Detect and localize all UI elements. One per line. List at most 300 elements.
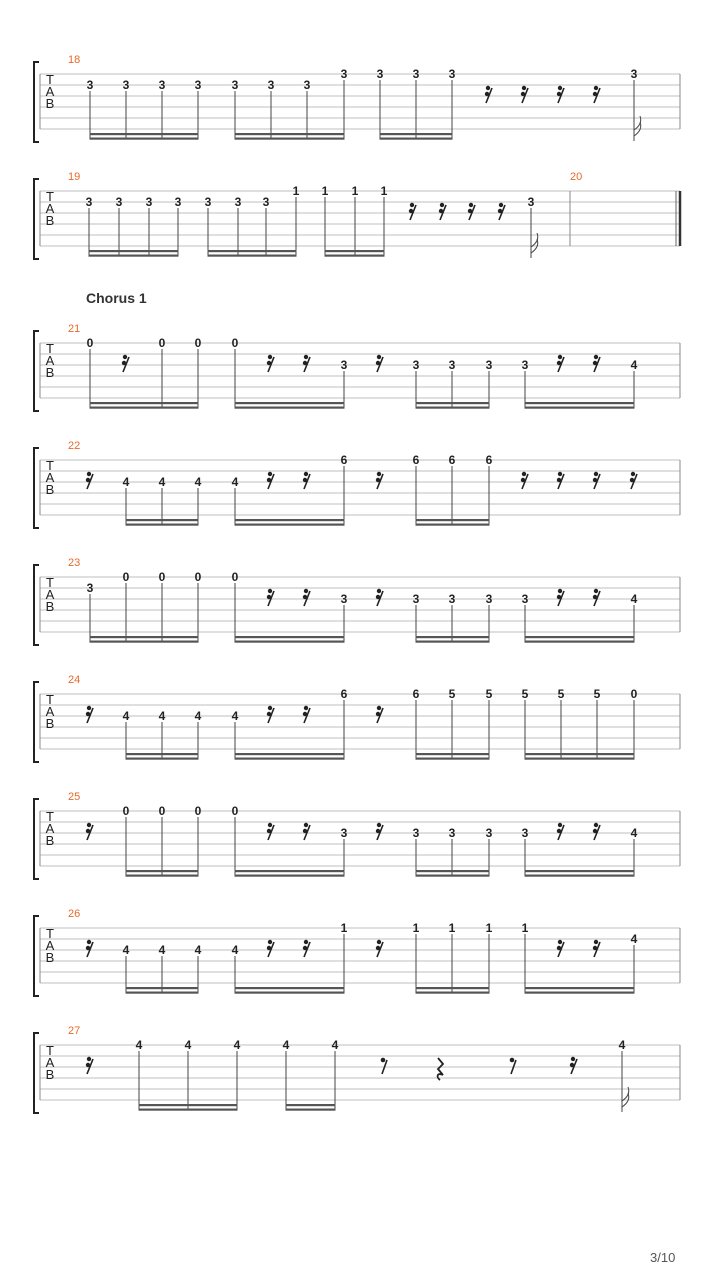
rest-flag bbox=[409, 209, 413, 213]
fret-number: 1 bbox=[448, 921, 456, 935]
beam bbox=[126, 758, 199, 760]
rest-flag bbox=[86, 478, 90, 482]
rest-flag bbox=[303, 361, 307, 365]
beam bbox=[525, 402, 635, 404]
fret-number: 4 bbox=[184, 1038, 192, 1052]
fret-number: 4 bbox=[233, 1038, 241, 1052]
beam bbox=[90, 133, 199, 135]
beam bbox=[235, 636, 345, 638]
fret-number: 4 bbox=[331, 1038, 339, 1052]
fret-number: 4 bbox=[231, 709, 239, 723]
tab-clef-letter: T bbox=[46, 341, 54, 356]
tab-clef-letter: T bbox=[46, 809, 54, 824]
rest-flag bbox=[522, 472, 526, 476]
rest-flag bbox=[377, 472, 381, 476]
beam bbox=[139, 1109, 238, 1111]
tab-clef-letter: B bbox=[45, 950, 55, 965]
beam bbox=[126, 524, 199, 526]
beam bbox=[208, 255, 297, 257]
tab-system bbox=[34, 440, 680, 528]
system-bracket bbox=[34, 448, 39, 528]
fret-number: 3 bbox=[194, 78, 202, 92]
fret-number: 6 bbox=[448, 453, 456, 467]
tab-clef-letter: A bbox=[45, 470, 55, 485]
rest-flag bbox=[376, 595, 380, 599]
fret-number: 1 bbox=[340, 921, 348, 935]
tab-system bbox=[34, 674, 680, 762]
rest-flag bbox=[86, 946, 90, 950]
fret-number: 3 bbox=[85, 195, 93, 209]
rest-flag bbox=[593, 829, 597, 833]
beam bbox=[90, 138, 199, 140]
fret-number: 3 bbox=[521, 592, 529, 606]
rest-flag bbox=[122, 361, 126, 365]
fret-number: 5 bbox=[521, 687, 529, 701]
fret-number: 3 bbox=[303, 78, 311, 92]
fret-number: 3 bbox=[234, 195, 242, 209]
rest-flag bbox=[303, 829, 307, 833]
beam bbox=[416, 870, 490, 872]
fret-number: 0 bbox=[158, 336, 166, 350]
fret-number: 6 bbox=[412, 687, 420, 701]
rest-flag bbox=[469, 203, 473, 207]
beam bbox=[235, 870, 345, 872]
rest-flag bbox=[303, 712, 307, 716]
fret-number: 3 bbox=[340, 826, 348, 840]
rest-flag bbox=[267, 946, 271, 950]
rest-flag bbox=[86, 1063, 90, 1067]
fret-number: 0 bbox=[231, 336, 239, 350]
rest-flag bbox=[267, 478, 271, 482]
beam bbox=[416, 753, 490, 755]
fret-number: 3 bbox=[448, 67, 456, 81]
rest-flag bbox=[376, 946, 380, 950]
fret-number: 3 bbox=[340, 592, 348, 606]
measure-number: 20 bbox=[570, 171, 583, 183]
beam bbox=[286, 1109, 336, 1111]
beam bbox=[416, 519, 490, 521]
beam bbox=[416, 992, 490, 994]
beam bbox=[380, 133, 453, 135]
rest-flag bbox=[376, 829, 380, 833]
rest-flag bbox=[377, 823, 381, 827]
tab-clef-letter: B bbox=[45, 716, 55, 731]
beam bbox=[90, 636, 199, 638]
system-bracket bbox=[34, 179, 39, 259]
fret-number: 3 bbox=[521, 826, 529, 840]
rest-flag bbox=[268, 940, 272, 944]
fret-number: 3 bbox=[262, 195, 270, 209]
measure-number: 24 bbox=[68, 674, 81, 686]
fret-number: 6 bbox=[485, 453, 493, 467]
fret-number: 3 bbox=[174, 195, 182, 209]
beam bbox=[416, 987, 490, 989]
tab-clef-letter: B bbox=[45, 833, 55, 848]
rest-flag bbox=[381, 1058, 386, 1063]
beam bbox=[325, 250, 385, 252]
beam bbox=[126, 753, 199, 755]
fret-number: 5 bbox=[448, 687, 456, 701]
fret-number: 3 bbox=[115, 195, 123, 209]
rest-flag bbox=[594, 355, 598, 359]
tab-clef-letter: A bbox=[45, 84, 55, 99]
fret-number: 0 bbox=[122, 804, 130, 818]
beam bbox=[525, 758, 635, 760]
rest-flag bbox=[510, 1058, 515, 1063]
fret-number: 6 bbox=[340, 453, 348, 467]
tab-system bbox=[34, 290, 680, 411]
rest-flag bbox=[571, 1057, 575, 1061]
tab-clef-letter: T bbox=[46, 575, 54, 590]
fret-number: 0 bbox=[158, 804, 166, 818]
fret-number: 3 bbox=[485, 592, 493, 606]
rest-flag bbox=[558, 472, 562, 476]
rest-flag bbox=[268, 589, 272, 593]
fret-number: 1 bbox=[292, 184, 300, 198]
beam bbox=[235, 524, 345, 526]
rest-flag bbox=[304, 355, 308, 359]
beam bbox=[235, 407, 345, 409]
fret-number: 3 bbox=[485, 826, 493, 840]
fret-number: 4 bbox=[122, 943, 130, 957]
fret-number: 3 bbox=[158, 78, 166, 92]
fret-number: 4 bbox=[231, 475, 239, 489]
rest-flag bbox=[631, 472, 635, 476]
measure-number: 23 bbox=[68, 557, 81, 569]
fret-number: 5 bbox=[557, 687, 565, 701]
rest-flag bbox=[304, 589, 308, 593]
rest-flag bbox=[594, 472, 598, 476]
fret-number: 3 bbox=[448, 358, 456, 372]
page-number: 3/10 bbox=[650, 1250, 676, 1265]
system-bracket bbox=[34, 799, 39, 879]
fret-number: 0 bbox=[86, 336, 94, 350]
fret-number: 1 bbox=[521, 921, 529, 935]
fret-number: 3 bbox=[412, 826, 420, 840]
measure-number: 25 bbox=[68, 791, 81, 803]
rest-flag bbox=[304, 472, 308, 476]
rest-flag bbox=[570, 1063, 574, 1067]
fret-number: 5 bbox=[485, 687, 493, 701]
system-bracket bbox=[34, 682, 39, 762]
fret-number: 4 bbox=[618, 1038, 626, 1052]
beam bbox=[525, 641, 635, 643]
tab-clef-letter: A bbox=[45, 353, 55, 368]
rest-flag bbox=[558, 355, 562, 359]
rest-flag bbox=[377, 940, 381, 944]
systems bbox=[34, 54, 680, 1113]
beam bbox=[235, 402, 345, 404]
beam bbox=[235, 987, 345, 989]
rest-flag bbox=[593, 92, 597, 96]
rest-flag bbox=[268, 706, 272, 710]
rest-flag bbox=[86, 829, 90, 833]
rest-flag bbox=[304, 823, 308, 827]
tab-clef-letter: A bbox=[45, 587, 55, 602]
rest-flag bbox=[558, 823, 562, 827]
fret-number: 3 bbox=[412, 67, 420, 81]
rest-flag bbox=[468, 209, 472, 213]
beam bbox=[235, 758, 345, 760]
fret-number: 4 bbox=[630, 358, 638, 372]
tab-clef-letter: B bbox=[45, 482, 55, 497]
fret-number: 4 bbox=[282, 1038, 290, 1052]
rest-flag bbox=[558, 940, 562, 944]
beam bbox=[416, 402, 490, 404]
tab-system bbox=[34, 908, 680, 996]
rest-flag bbox=[630, 478, 634, 482]
rest-flag bbox=[558, 589, 562, 593]
tab-system bbox=[34, 791, 680, 879]
beam bbox=[416, 636, 490, 638]
fret-number: 0 bbox=[122, 570, 130, 584]
measure-number: 21 bbox=[68, 323, 81, 335]
beam bbox=[525, 987, 635, 989]
fret-number: 4 bbox=[158, 709, 166, 723]
beam bbox=[235, 641, 345, 643]
fret-number: 0 bbox=[630, 687, 638, 701]
fret-number: 6 bbox=[340, 687, 348, 701]
system-bracket bbox=[34, 916, 39, 996]
fret-number: 3 bbox=[122, 78, 130, 92]
fret-number: 1 bbox=[412, 921, 420, 935]
beam bbox=[525, 753, 635, 755]
rest-flag bbox=[594, 86, 598, 90]
fret-number: 4 bbox=[231, 943, 239, 957]
fret-number: 3 bbox=[86, 581, 94, 595]
beam bbox=[525, 636, 635, 638]
beam bbox=[416, 524, 490, 526]
rest-flag bbox=[557, 595, 561, 599]
fret-number: 3 bbox=[340, 67, 348, 81]
system-bracket bbox=[34, 62, 39, 142]
beam bbox=[525, 870, 635, 872]
rest-flag bbox=[376, 712, 380, 716]
rest-flag bbox=[87, 940, 91, 944]
tab-clef-letter: B bbox=[45, 365, 55, 380]
rest-flag bbox=[123, 355, 127, 359]
fret-number: 0 bbox=[158, 570, 166, 584]
beam bbox=[126, 519, 199, 521]
measure-number: 19 bbox=[68, 171, 81, 183]
rest-flag bbox=[87, 472, 91, 476]
rest-flag bbox=[593, 361, 597, 365]
rest-flag bbox=[268, 472, 272, 476]
fret-number: 4 bbox=[158, 943, 166, 957]
beam bbox=[525, 992, 635, 994]
rest-flag bbox=[486, 86, 490, 90]
beam bbox=[235, 992, 345, 994]
rest-flag bbox=[267, 361, 271, 365]
rest-flag bbox=[521, 478, 525, 482]
beam bbox=[89, 250, 179, 252]
beam bbox=[89, 255, 179, 257]
beam bbox=[208, 250, 297, 252]
rest-flag bbox=[557, 478, 561, 482]
beam bbox=[416, 875, 490, 877]
tab-clef-letter: B bbox=[45, 213, 55, 228]
tab-clef-letter: T bbox=[46, 1043, 54, 1058]
beam bbox=[235, 519, 345, 521]
rest-flag bbox=[557, 361, 561, 365]
rest-flag bbox=[86, 712, 90, 716]
rest-flag bbox=[522, 86, 526, 90]
fret-number: 6 bbox=[412, 453, 420, 467]
beam bbox=[525, 875, 635, 877]
tab-clef-letter: A bbox=[45, 201, 55, 216]
rest-flag bbox=[593, 595, 597, 599]
beam bbox=[416, 758, 490, 760]
fret-number: 0 bbox=[194, 336, 202, 350]
tab-system bbox=[34, 557, 680, 645]
beam bbox=[380, 138, 453, 140]
fret-number: 3 bbox=[231, 78, 239, 92]
fret-number: 3 bbox=[448, 826, 456, 840]
rest-flag bbox=[521, 92, 525, 96]
fret-number: 4 bbox=[194, 943, 202, 957]
rest-flag bbox=[304, 940, 308, 944]
beam bbox=[235, 138, 345, 140]
rest-flag bbox=[87, 706, 91, 710]
rest-flag bbox=[594, 940, 598, 944]
system-bracket bbox=[34, 565, 39, 645]
tab-clef-letter: A bbox=[45, 1055, 55, 1070]
rest-flag bbox=[303, 946, 307, 950]
fret-number: 3 bbox=[448, 592, 456, 606]
fret-number: 3 bbox=[204, 195, 212, 209]
beam bbox=[139, 1104, 238, 1106]
rest-flag bbox=[377, 706, 381, 710]
rest-flag bbox=[304, 706, 308, 710]
tab-clef-letter: B bbox=[45, 96, 55, 111]
beam bbox=[126, 875, 199, 877]
beam bbox=[126, 987, 199, 989]
beam bbox=[90, 402, 199, 404]
section-label: Chorus 1 bbox=[86, 290, 147, 306]
tab-clef-letter: A bbox=[45, 938, 55, 953]
rest-flag bbox=[267, 595, 271, 599]
rest-quarter bbox=[438, 1058, 443, 1080]
fret-number: 4 bbox=[158, 475, 166, 489]
rest-flag bbox=[557, 92, 561, 96]
fret-number: 4 bbox=[122, 475, 130, 489]
rest-flag bbox=[558, 86, 562, 90]
beam bbox=[416, 407, 490, 409]
tab-clef-letter: B bbox=[45, 1067, 55, 1082]
beam bbox=[525, 407, 635, 409]
fret-number: 3 bbox=[630, 67, 638, 81]
beam bbox=[90, 641, 199, 643]
fret-number: 1 bbox=[380, 184, 388, 198]
system-bracket bbox=[34, 1033, 39, 1113]
fret-number: 1 bbox=[485, 921, 493, 935]
fret-number: 5 bbox=[593, 687, 601, 701]
fret-number: 3 bbox=[485, 358, 493, 372]
rest-flag bbox=[376, 361, 380, 365]
rest-flag bbox=[268, 823, 272, 827]
tab-clef-letter: T bbox=[46, 189, 54, 204]
measure-number: 26 bbox=[68, 908, 81, 920]
rest-flag bbox=[267, 712, 271, 716]
rest-flag bbox=[594, 823, 598, 827]
beam bbox=[235, 753, 345, 755]
rest-flag bbox=[377, 355, 381, 359]
fret-number: 4 bbox=[194, 475, 202, 489]
rest-flag bbox=[593, 946, 597, 950]
rest-flag bbox=[439, 209, 443, 213]
fret-number: 3 bbox=[521, 358, 529, 372]
rest-flag bbox=[87, 823, 91, 827]
beam bbox=[286, 1104, 336, 1106]
rest-flag bbox=[303, 595, 307, 599]
fret-number: 4 bbox=[135, 1038, 143, 1052]
beam bbox=[90, 407, 199, 409]
rest-flag bbox=[268, 355, 272, 359]
rest-flag bbox=[377, 589, 381, 593]
fret-number: 0 bbox=[231, 804, 239, 818]
fret-number: 3 bbox=[267, 78, 275, 92]
rest-flag bbox=[594, 589, 598, 593]
rest-flag bbox=[498, 209, 502, 213]
rest-flag bbox=[593, 478, 597, 482]
beam bbox=[235, 133, 345, 135]
tab-clef-letter: T bbox=[46, 692, 54, 707]
fret-number: 3 bbox=[412, 592, 420, 606]
rest-flag bbox=[410, 203, 414, 207]
beam bbox=[325, 255, 385, 257]
fret-number: 4 bbox=[630, 826, 638, 840]
system-bracket bbox=[34, 331, 39, 411]
fret-number: 4 bbox=[630, 592, 638, 606]
fret-number: 3 bbox=[412, 358, 420, 372]
tab-clef-letter: T bbox=[46, 458, 54, 473]
tab-system bbox=[34, 171, 680, 259]
rest-flag bbox=[485, 92, 489, 96]
rest-flag bbox=[303, 478, 307, 482]
fret-number: 3 bbox=[145, 195, 153, 209]
fret-number: 0 bbox=[194, 804, 202, 818]
fret-number: 3 bbox=[527, 195, 535, 209]
fret-number: 3 bbox=[86, 78, 94, 92]
beam bbox=[126, 870, 199, 872]
rest-flag bbox=[499, 203, 503, 207]
rest-flag bbox=[267, 829, 271, 833]
fret-number: 3 bbox=[376, 67, 384, 81]
tab-system bbox=[34, 54, 680, 142]
fret-number: 3 bbox=[340, 358, 348, 372]
measure-number: 18 bbox=[68, 54, 81, 66]
rest-flag bbox=[557, 946, 561, 950]
beam bbox=[126, 992, 199, 994]
tab-clef-letter: B bbox=[45, 599, 55, 614]
fret-number: 1 bbox=[351, 184, 359, 198]
fret-number: 4 bbox=[122, 709, 130, 723]
fret-number: 4 bbox=[194, 709, 202, 723]
beam bbox=[235, 875, 345, 877]
tab-clef-letter: A bbox=[45, 821, 55, 836]
rest-flag bbox=[87, 1057, 91, 1061]
rest-flag bbox=[376, 478, 380, 482]
beam bbox=[416, 641, 490, 643]
fret-number: 0 bbox=[194, 570, 202, 584]
fret-number: 0 bbox=[231, 570, 239, 584]
rest-flag bbox=[440, 203, 444, 207]
tab-system bbox=[34, 1025, 680, 1113]
measure-number: 27 bbox=[68, 1025, 81, 1037]
tab-clef-letter: T bbox=[46, 72, 54, 87]
fret-number: 4 bbox=[630, 932, 638, 946]
measure-number: 22 bbox=[68, 440, 81, 452]
